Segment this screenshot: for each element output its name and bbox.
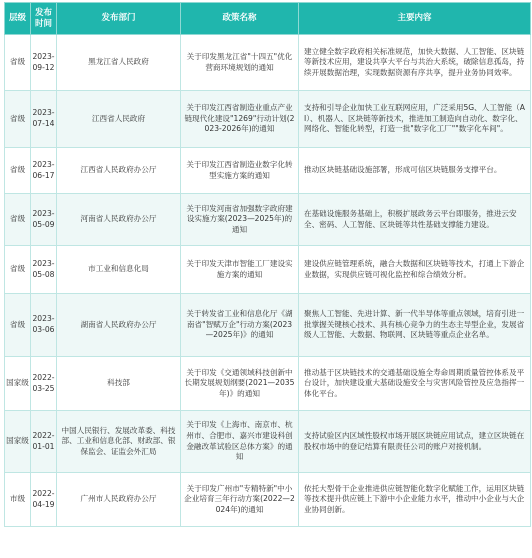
cell-policy: 关于印发江西省制造业重点产业链现代化建设"1269"行动计划(2023-2026年)的通知 <box>181 91 299 148</box>
table-row <box>5 194 531 246</box>
cell-policy: 关于印发天津市智能工厂建设实施方案的通知 <box>181 246 299 294</box>
cell-policy: 关于印发河南省加强数字政府建设实施方案(2023—2025年)的通知 <box>181 194 299 246</box>
header-policy: 政策名称 <box>181 3 299 35</box>
table-row <box>5 357 531 411</box>
cell-dept: 黑龙江省人民政府 <box>57 35 181 91</box>
table-header-row <box>5 3 531 35</box>
cell-dept: 中国人民银行、发展改革委、科技部、工业和信息化部、财政部、银保监会、证监会外汇局 <box>57 411 181 473</box>
cell-level: 省级 <box>5 294 31 357</box>
header-content: 主要内容 <box>299 3 531 35</box>
cell-content: 推动基于区块链技术的交通基础设施全寿命周期质量管控体系及平台设计，加快建设重大基础设施安全与灾害风险管控及应急指挥一体化平台。 <box>299 357 531 411</box>
cell-content: 支持和引导企业加快工业互联网应用，广泛采用5G、人工智能（AI）、机器人、区块链等新技术，推进加工制造向自动化、数字化、网络化、智能化转型，打造一批"数字化工厂""数字化车间"。 <box>299 91 531 148</box>
cell-date: 2023-05-09 <box>31 194 57 246</box>
cell-dept: 河南省人民政府办公厅 <box>57 194 181 246</box>
cell-level: 国家级 <box>5 411 31 473</box>
cell-date: 2023-05-08 <box>31 246 57 294</box>
policy-table <box>4 2 531 527</box>
cell-level: 省级 <box>5 35 31 91</box>
cell-policy: 关于印发江西省制造业数字化转型实施方案的通知 <box>181 148 299 194</box>
cell-level: 省级 <box>5 246 31 294</box>
cell-content: 依托大型骨干企业推进供应链智能化数字化赋能工作，运用区块链等技术提升供应链上下游中小企业能力水平，推动中小企业与大企业协同创新。 <box>299 473 531 527</box>
cell-dept: 广州市人民政府办公厅 <box>57 473 181 527</box>
cell-content: 聚焦人工智能、先进计算、新一代半导体等重点领域，培育引进一批掌握关键核心技术、具有核心竞争力的生态主导型企业，发展省级人工智能、大数据、物联网、区块链等重点企业名单。 <box>299 294 531 357</box>
header-dept: 发布部门 <box>57 3 181 35</box>
table-row <box>5 246 531 294</box>
cell-policy: 关于印发黑龙江省"十四五"优化营商环境规划的通知 <box>181 35 299 91</box>
table-row <box>5 148 531 194</box>
cell-content: 建立健全数字政府相关标准规范，加快大数据、人工智能、区块链等新技术应用，建设共享大平台与共治大系统，破除信息孤岛，持续开展数据治理，实现数据资源有序共享，提升业务协同效率。 <box>299 35 531 91</box>
cell-policy: 关于转发省工业和信息化厅《湖南省"智赋万企"行动方案(2023—2025年)》的通知 <box>181 294 299 357</box>
cell-date: 2023-03-06 <box>31 294 57 357</box>
cell-level: 省级 <box>5 91 31 148</box>
cell-date: 2023-07-14 <box>31 91 57 148</box>
cell-content: 支持试验区内区域性股权市场开展区块链应用试点，建立区块链在股权市场中的登记结算有限责任公司的账户对接机制。 <box>299 411 531 473</box>
cell-level: 省级 <box>5 194 31 246</box>
cell-level: 国家级 <box>5 357 31 411</box>
cell-dept: 江西省人民政府 <box>57 91 181 148</box>
header-level: 层级 <box>5 3 31 35</box>
cell-date: 2022-01-01 <box>31 411 57 473</box>
table-row <box>5 473 531 527</box>
policy-table-container <box>4 2 530 527</box>
cell-date: 2023-09-12 <box>31 35 57 91</box>
header-date: 发布 时间 <box>31 3 57 35</box>
table-row <box>5 411 531 473</box>
cell-content: 推动区块链基础设施部署，形成可信区块链服务支撑平台。 <box>299 148 531 194</box>
cell-level: 市级 <box>5 473 31 527</box>
cell-dept: 市工业和信息化局 <box>57 246 181 294</box>
cell-dept: 江西省人民政府办公厅 <box>57 148 181 194</box>
cell-policy: 关于印发《上海市、南京市、杭州市、合肥市、嘉兴市建设科创金融改革试验区总体方案》的通知 <box>181 411 299 473</box>
cell-dept: 湖南省人民政府办公厅 <box>57 294 181 357</box>
cell-content: 在基础设施服务基础上，积极扩展政务云平台即服务，推进云安全、密码、人工智能、区块链等共性基础支撑能力建设。 <box>299 194 531 246</box>
cell-date: 2022-03-25 <box>31 357 57 411</box>
cell-policy: 关于印发《交通领域科技创新中长期发展规划纲要(2021—2035年)》的通知 <box>181 357 299 411</box>
cell-policy: 关于印发广州市"专精特新"中小企业培育三年行动方案(2022—2024年)的通知 <box>181 473 299 527</box>
cell-level: 省级 <box>5 148 31 194</box>
cell-date: 2022-04-19 <box>31 473 57 527</box>
table-row <box>5 91 531 148</box>
table-row <box>5 35 531 91</box>
cell-date: 2023-06-17 <box>31 148 57 194</box>
cell-dept: 科技部 <box>57 357 181 411</box>
table-row <box>5 294 531 357</box>
cell-content: 建设供应链管理系统，融合大数据和区块链等技术，打通上下游企业数据，实现供应链可视化监控和综合绩效分析。 <box>299 246 531 294</box>
